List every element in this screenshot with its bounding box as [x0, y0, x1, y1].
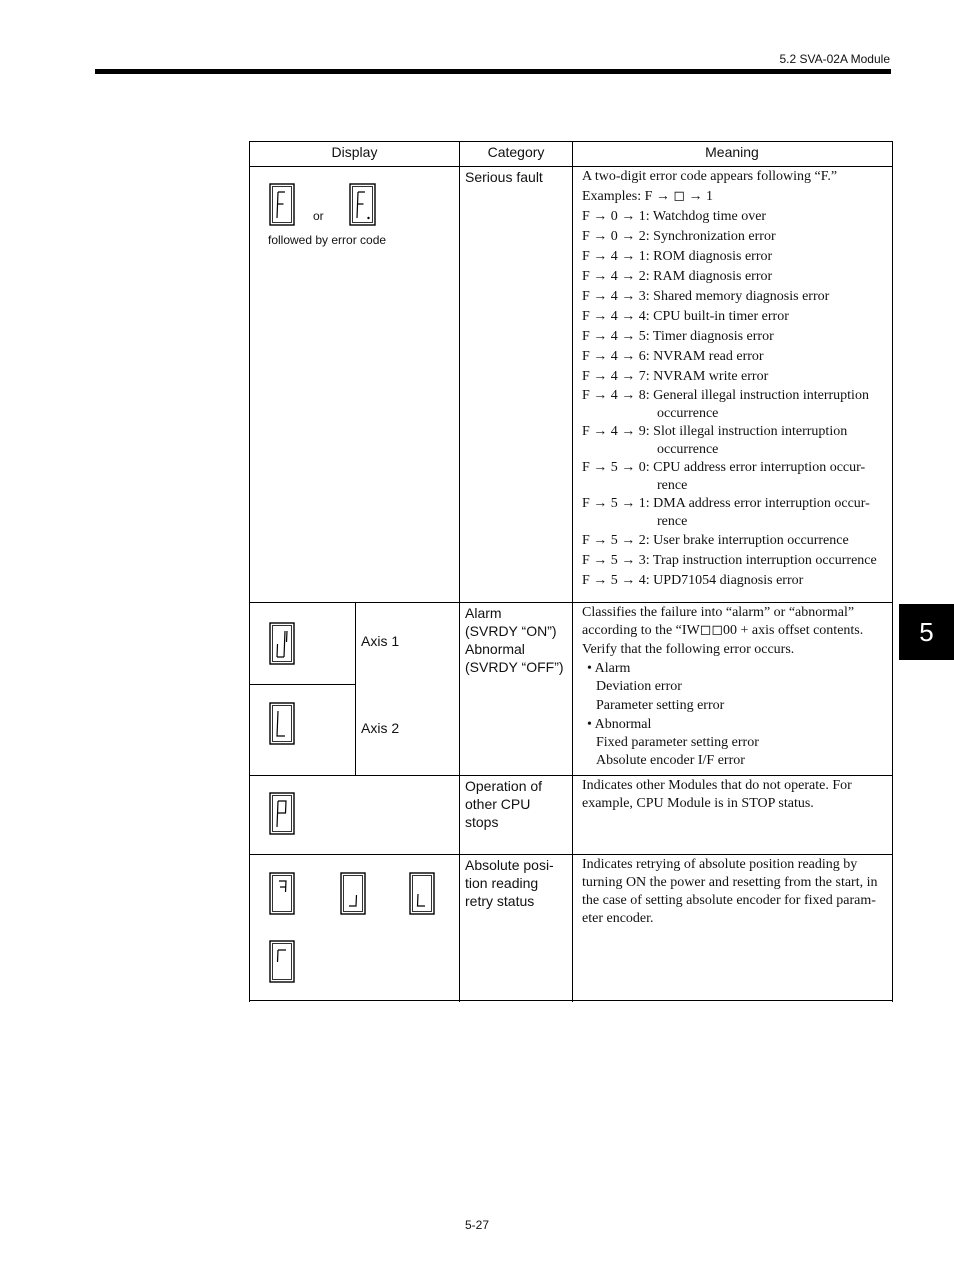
- meaning-line: F → 4 → 1: ROM diagnosis error: [582, 249, 773, 264]
- meaning-line: eter encoder.: [582, 911, 654, 926]
- category-serious-fault: Serious fault: [465, 169, 543, 185]
- seven-seg-axis1-display: [269, 622, 295, 665]
- meaning-line: F → 0 → 2: Synchronization error: [582, 229, 776, 244]
- meaning-line: Examples: F → ◻ → 1: [582, 189, 714, 204]
- meaning-line: F → 5 → 1: DMA address error interruption occur-: [582, 496, 870, 511]
- meaning-line: F → 4 → 8: General illegal instruction interruption: [582, 388, 869, 403]
- meaning-line: Parameter setting error: [596, 698, 725, 713]
- row-rule: [250, 775, 892, 776]
- category-line: tion reading: [465, 875, 539, 891]
- table-bottom-rule: [250, 1000, 892, 1001]
- category-line: other CPU: [465, 796, 531, 812]
- meaning-line: F → 5 → 4: UPD71054 diagnosis error: [582, 573, 804, 588]
- category-line: (SVRDY “OFF”): [465, 659, 564, 675]
- category-line: (SVRDY “ON”): [465, 623, 557, 639]
- seven-seg-retry-4-display: [269, 940, 295, 983]
- meaning-line: A two-digit error code appears following “F.”: [582, 169, 838, 184]
- meaning-line: F → 5 → 3: Trap instruction interruption occurrence: [582, 553, 877, 568]
- meaning-line: example, CPU Module is in STOP status.: [582, 796, 814, 811]
- category-line: Alarm: [465, 605, 502, 621]
- header-rule: [95, 69, 891, 74]
- category-line: Operation of: [465, 778, 543, 794]
- axis-divider-rule: [250, 684, 355, 685]
- meaning-line: Classifies the failure into “alarm” or “abnormal”: [582, 605, 855, 620]
- meaning-line: F → 0 → 1: Watchdog time over: [582, 209, 767, 224]
- column-rule: [572, 141, 573, 1002]
- header-display: Display: [331, 144, 378, 160]
- seven-seg-retry-1-display: [269, 872, 295, 915]
- display-or: or: [313, 209, 324, 223]
- meaning-line: rence: [657, 478, 688, 493]
- error-display-table: [249, 141, 893, 1002]
- meaning-line: F → 4 → 5: Timer diagnosis error: [582, 329, 774, 344]
- meaning-line: F → 4 → 6: NVRAM read error: [582, 349, 764, 364]
- seven-seg-f-display: [269, 183, 295, 226]
- seven-seg-retry-3-display: [409, 872, 435, 915]
- header-category: Category: [487, 144, 545, 160]
- meaning-cpu-stops: [582, 777, 888, 813]
- category-line: stops: [465, 814, 499, 830]
- meaning-line: F → 4 → 4: CPU built-in timer error: [582, 309, 789, 324]
- table-top-rule: [250, 141, 892, 142]
- row-rule: [250, 602, 892, 603]
- meaning-line: Fixed parameter setting error: [596, 735, 759, 750]
- category-line: retry status: [465, 893, 535, 909]
- category-line: Abnormal: [465, 641, 525, 657]
- meaning-line: • Abnormal: [587, 717, 652, 732]
- meaning-line: F → 5 → 0: CPU address error interruption occur-: [582, 460, 866, 475]
- category-retry-status: [465, 856, 554, 910]
- meaning-line: F → 5 → 2: User brake interruption occurrence: [582, 533, 849, 548]
- axis1-label: Axis 1: [361, 633, 400, 649]
- category-alarm-abnormal: [465, 604, 564, 676]
- meaning-line: Verify that the following error occurs.: [582, 642, 795, 657]
- chapter-tab: 5: [899, 604, 954, 660]
- meaning-line: F → 4 → 3: Shared memory diagnosis error: [582, 289, 830, 304]
- meaning-line: occurrence: [657, 442, 719, 457]
- meaning-line: rence: [657, 514, 688, 529]
- display-note: followed by error code: [268, 233, 387, 247]
- meaning-retry-status: [582, 856, 888, 928]
- meaning-line: F → 4 → 9: Slot illegal instruction interruption: [582, 424, 848, 439]
- meaning-line: • Alarm: [587, 661, 631, 676]
- meaning-line: Absolute encoder I/F error: [596, 753, 745, 768]
- category-cpu-stops: [465, 777, 542, 831]
- meaning-line: turning ON the power and resetting from the start, in: [582, 875, 878, 890]
- seven-seg-axis2-display: [269, 702, 295, 745]
- meaning-line: Indicates retrying of absolute position reading by: [582, 857, 858, 872]
- meaning-line: Deviation error: [596, 679, 682, 694]
- header-meaning: Meaning: [705, 144, 759, 160]
- seven-seg-f-dot-display: [349, 183, 376, 226]
- meaning-line: according to the “IW◻◻00 + axis offset contents.: [582, 623, 864, 638]
- meaning-serious-fault: [582, 167, 888, 591]
- axis2-label: Axis 2: [361, 720, 400, 736]
- seven-seg-p-display: [269, 792, 295, 835]
- axis-column-rule: [355, 602, 356, 775]
- row-rule: [250, 854, 892, 855]
- meaning-line: occurrence: [657, 406, 719, 421]
- meaning-line: F → 4 → 2: RAM diagnosis error: [582, 269, 773, 284]
- column-rule: [459, 141, 460, 1002]
- meaning-line: F → 4 → 7: NVRAM write error: [582, 369, 769, 384]
- meaning-alarm-abnormal: [582, 604, 888, 770]
- page-number: 5-27: [464, 1218, 490, 1232]
- meaning-line: Indicates other Modules that do not operate. For: [582, 778, 852, 793]
- running-header: 5.2 SVA-02A Module: [779, 52, 890, 66]
- meaning-line: the case of setting absolute encoder for fixed param-: [582, 893, 876, 908]
- seven-seg-retry-2-display: [340, 872, 366, 915]
- category-line: Absolute posi-: [465, 857, 554, 873]
